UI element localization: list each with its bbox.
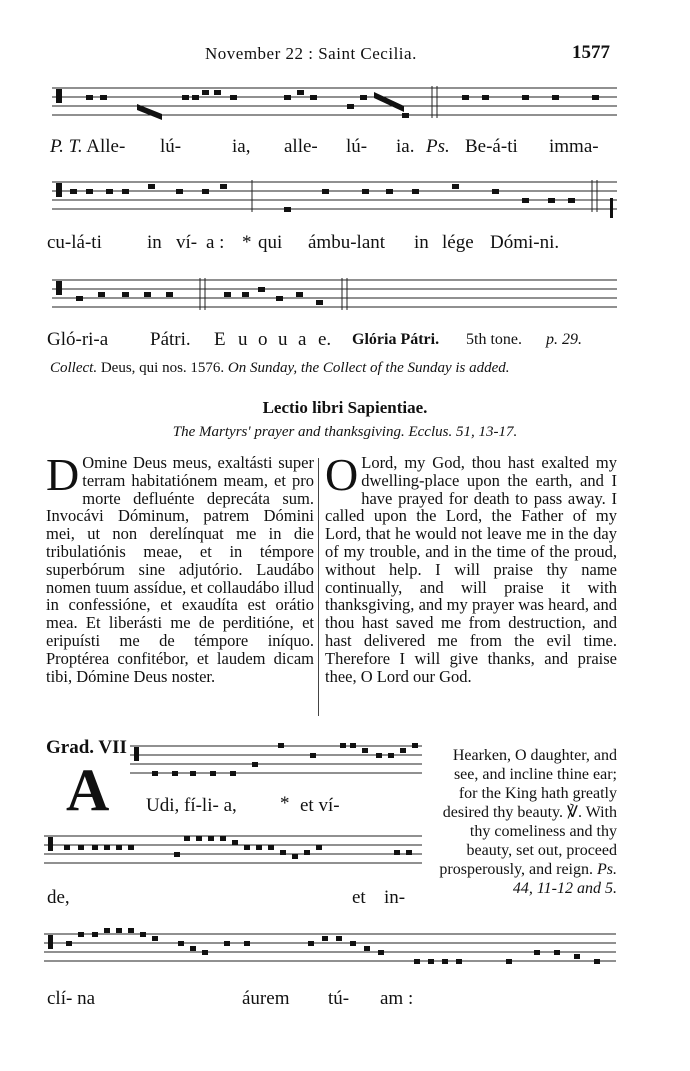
drop-cap-d: D: [46, 449, 80, 500]
chant-staff-1: [52, 78, 622, 128]
gradual-translation-text: Hearken, O daughter, and see, and incline thine ear; for the King hath greatly desired thy beauty. ℣. With thy comeliness and thy beauty, set out, proceed prosperously, and reign.: [439, 747, 617, 878]
page-number: 1577: [572, 42, 610, 63]
gradual-staff-2: [44, 828, 426, 872]
gradual-lyric-3: am :: [380, 988, 414, 1009]
lyric-syllable: P. T.: [50, 136, 83, 157]
lyric-syllable: alle-: [284, 136, 318, 157]
chant-staff-3: [52, 270, 622, 316]
lyric-syllable: ia,: [232, 136, 251, 157]
lyric-syllable: Alle-: [86, 136, 126, 157]
lyric-syllable: e.: [318, 329, 332, 350]
lyric-line-1: [50, 136, 125, 158]
lyric-syllable: Glória Pátri.: [352, 331, 440, 348]
gradual-lyric-2: in-: [384, 887, 406, 908]
latin-body: Omine Deus meus, exaltásti super terram habitatiónem meam, et pro morte defluénte deprecáta sum. Invocávi Dóminum, patrem Dómini mei, ut non derelínquat me in die tribulatiónis meae, et in témpore superbórum sine adjutório. Laudábo nomen tuum assídue, et collaudábo illud in confessióne, et exaudíta est orátio mea. Et liberásti me de perditióne, et eripuísti me de témpore iníquo. Proptérea confitébor, et laudem dicam tibi, Dómine Deus noster.: [46, 453, 314, 686]
gradual-initial: A: [66, 757, 110, 823]
gradual-translation: [432, 746, 617, 898]
lyric-syllable: Be-á-ti: [465, 136, 518, 157]
lyric-syllable: Pátri.: [150, 329, 191, 350]
lyric-syllable: ámbu-lant: [308, 232, 386, 253]
lyric-syllable: a :: [206, 232, 225, 253]
lyric-syllable: p. 29.: [546, 331, 582, 348]
lectio-subtitle: The Martyrs' prayer and thanksgiving. Ecclus. 51, 13-17.: [172, 424, 518, 440]
lyric-syllable: *: [242, 232, 252, 253]
english-body: Lord, my God, thou hast exalted my dwelling-place upon the earth, and I have prayed for death to pass away. I called upon the Lord, the Father of my Lord, that he would not leave me in the day of my trouble, and in the time of the proud, without help. I will praise thy name continually, and will praise it with thanksgiving, and my prayer was heard, and thou hast saved me from destruction, and hast delivered me from the evil time. Therefore I will give thanks, and praise thee, O Lord our God.: [325, 453, 617, 686]
gradual-lyric-1: Udi, fí-li- a,: [146, 795, 237, 816]
gradual-lyric-1: et ví-: [300, 795, 340, 816]
lyric-syllable: Gló-ri-a: [47, 329, 109, 350]
gradual-lyric-2: et: [352, 887, 366, 908]
lyric-syllable: lége: [442, 232, 474, 253]
gradual-lyric-3: tú-: [328, 988, 350, 1009]
collect-label: Collect.: [50, 360, 98, 376]
lyric-syllable: u: [238, 329, 248, 350]
lyric-syllable: lú-: [160, 136, 182, 157]
page-header-title: November 22 : Saint Cecilia.: [205, 44, 417, 63]
gradual-staff-3: [44, 924, 620, 970]
gradual-lyric-3: áurem: [242, 988, 290, 1009]
lyric-syllable: cu-lá-ti: [47, 232, 102, 253]
collect-note: [50, 359, 620, 377]
lyric-syllable: 5th tone.: [466, 331, 522, 348]
lyric-syllable: ví-: [176, 232, 198, 253]
lyric-syllable: qui: [258, 232, 283, 253]
gradual-lyric-2: de,: [47, 887, 70, 908]
column-divider: [318, 458, 319, 716]
lyric-syllable: E: [214, 329, 226, 350]
drop-cap-o: O: [325, 449, 359, 500]
lyric-syllable: u: [278, 329, 288, 350]
lyric-syllable: in: [414, 232, 429, 253]
collect-sunday-note: On Sunday, the Collect of the Sunday is added.: [227, 360, 510, 376]
lyric-syllable: lú-: [346, 136, 368, 157]
lyric-syllable: imma-: [549, 136, 599, 157]
gradual-reference: Ps. 44, 11-12 and 5.: [512, 861, 617, 897]
lyric-syllable: a: [298, 329, 307, 350]
collect-text: Deus, qui nos. 1576.: [100, 360, 225, 376]
lyric-syllable: ia.: [396, 136, 415, 157]
chant-staff-2: [52, 172, 622, 224]
gradual-lyric-3: clí- na: [47, 988, 96, 1009]
gradual-lyric-1: *: [280, 793, 290, 814]
lyric-syllable: o: [258, 329, 268, 350]
english-column: [325, 449, 617, 686]
lyric-syllable: Ps.: [426, 136, 450, 157]
lyric-syllable: in: [147, 232, 162, 253]
gradual-label: Grad. VII: [46, 737, 127, 758]
latin-column: [46, 449, 314, 686]
lyric-syllable: Dómi-ni.: [490, 232, 560, 253]
lectio-title: Lectio libri Sapientiae.: [262, 398, 428, 417]
gradual-staff-1: [130, 738, 426, 782]
